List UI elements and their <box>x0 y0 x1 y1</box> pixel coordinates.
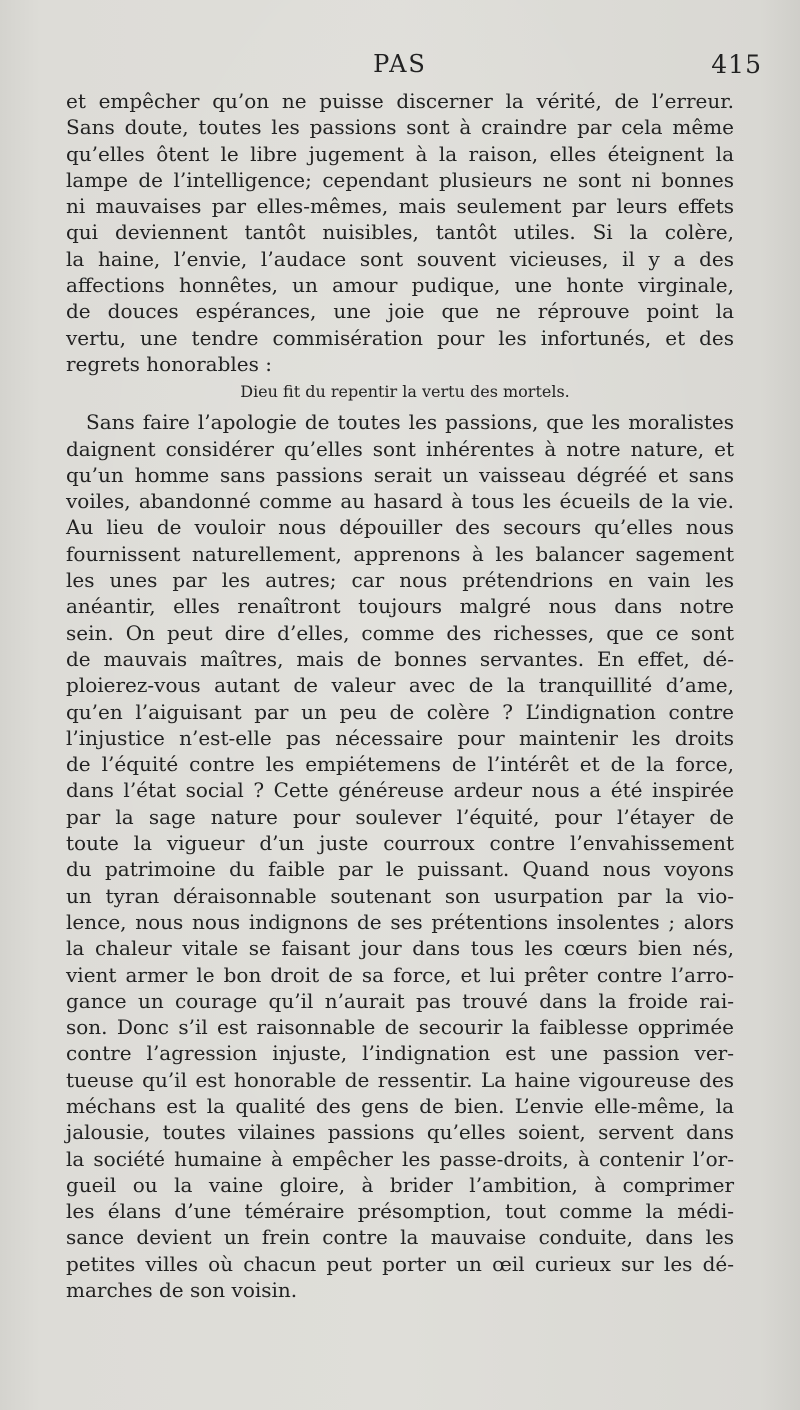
paragraph-2 <box>66 409 734 1303</box>
text-line: les unes par les autres; car nous prétendrions en vain les <box>66 568 734 593</box>
text-line: petites villes où chacun peut porter un œil curieux sur les dé- <box>66 1251 734 1276</box>
text-line: les élans d’une téméraire présomption, tout comme la médi- <box>66 1199 734 1224</box>
text-line: affections honnêtes, un amour pudique, une honte virginale, <box>66 273 734 298</box>
text-line: marches de son voisin. <box>66 1278 298 1303</box>
text-line: qu’un homme sans passions serait un vaisseau dégréé et sans <box>66 462 734 487</box>
text-line: gueil ou la vaine gloire, à brider l’ambition, à comprimer <box>66 1172 734 1197</box>
text-line: qui deviennent tantôt nuisibles, tantôt utiles. Si la colère, <box>66 220 734 245</box>
text-line: fournissent naturellement, apprenons à les balancer sagement <box>66 541 734 566</box>
page-number: 415 <box>711 50 762 79</box>
text-line: gance un courage qu’il n’aurait pas trouvé dans la froide rai- <box>66 988 734 1013</box>
verse-quotation: Dieu fit du repentir la vertu des mortels. <box>240 382 570 402</box>
text-line: regrets honorables : <box>66 351 272 376</box>
text-line: Au lieu de vouloir nous dépouiller des secours qu’elles nous <box>66 515 734 540</box>
text-line: et empêcher qu’on ne puisse discerner la vérité, de l’erreur. <box>66 89 734 113</box>
text-line: vertu, une tendre commisération pour les infortunés, et des <box>66 325 734 350</box>
text-line: ni mauvaises par elles-mêmes, mais seulement par leurs effets <box>66 194 734 219</box>
text-line: toute la vigueur d’un juste courroux contre l’envahissement <box>66 831 734 856</box>
text-line: méchans est la qualité des gens de bien. L’envie elle-même, la <box>66 1093 734 1118</box>
text-line: Sans doute, toutes les passions sont à craindre par cela même <box>66 115 734 140</box>
text-line: contre l’agression injuste, l’indignation est une passion ver- <box>66 1041 734 1066</box>
text-line: la haine, l’envie, l’audace sont souvent vicieuses, il y a des <box>66 246 734 271</box>
page-header <box>0 50 800 86</box>
text-line: qu’en l’aiguisant par un peu de colère ? L’indignation contre <box>66 699 734 724</box>
text-line: lence, nous nous indignons de ses prétentions insolentes ; alors <box>66 909 734 934</box>
text-line: de douces espérances, une joie que ne réprouve point la <box>66 299 734 324</box>
text-line: tueuse qu’il est honorable de ressentir. La haine vigoureuse des <box>66 1067 734 1092</box>
text-line: ploierez-vous autant de valeur avec de la tranquillité d’ame, <box>66 673 734 698</box>
text-line: de l’équité contre les empiétemens de l’intérêt et de la force, <box>66 752 734 777</box>
text-line: daignent considérer qu’elles sont inhérentes à notre nature, et <box>66 436 734 461</box>
text-line: sein. On peut dire d’elles, comme des richesses, que ce sont <box>66 620 734 645</box>
running-head: PAS <box>373 50 427 78</box>
text-line: qu’elles ôtent le libre jugement à la raison, elles éteignent la <box>66 141 734 166</box>
text-line: jalousie, toutes vilaines passions qu’elles soient, servent dans <box>66 1120 734 1145</box>
text-line: Sans faire l’apologie de toutes les passions, que les moralistes <box>86 410 734 435</box>
text-line: sance devient un frein contre la mauvaise conduite, dans les <box>66 1225 734 1250</box>
text-line: la société humaine à empêcher les passe-droits, à contenir l’or- <box>66 1146 734 1171</box>
text-line: anéantir, elles renaîtront toujours malgré nous dans notre <box>66 594 734 619</box>
text-line: un tyran déraisonnable soutenant son usurpation par la vio- <box>66 883 734 908</box>
text-line: la chaleur vitale se faisant jour dans tous les cœurs bien nés, <box>66 936 734 961</box>
body-text <box>66 88 734 1303</box>
text-line: l’injustice n’est-elle pas nécessaire pour maintenir les droits <box>66 725 734 750</box>
text-line: vient armer le bon droit de sa force, et lui prêter contre l’arro- <box>66 962 734 987</box>
paragraph-1 <box>66 88 734 377</box>
text-line: lampe de l’intelligence; cependant plusieurs ne sont ni bonnes <box>66 167 734 192</box>
text-line: dans l’état social ? Cette généreuse ardeur nous a été inspirée <box>66 778 734 803</box>
text-line: par la sage nature pour soulever l’équité, pour l’étayer de <box>66 804 734 829</box>
text-line: du patrimoine du faible par le puissant. Quand nous voyons <box>66 857 734 882</box>
text-line: de mauvais maîtres, mais de bonnes servantes. En effet, dé- <box>66 646 734 671</box>
text-line: son. Donc s’il est raisonnable de secourir la faiblesse opprimée <box>66 1015 734 1040</box>
text-line: voiles, abandonné comme au hasard à tous les écueils de la vie. <box>66 489 734 514</box>
